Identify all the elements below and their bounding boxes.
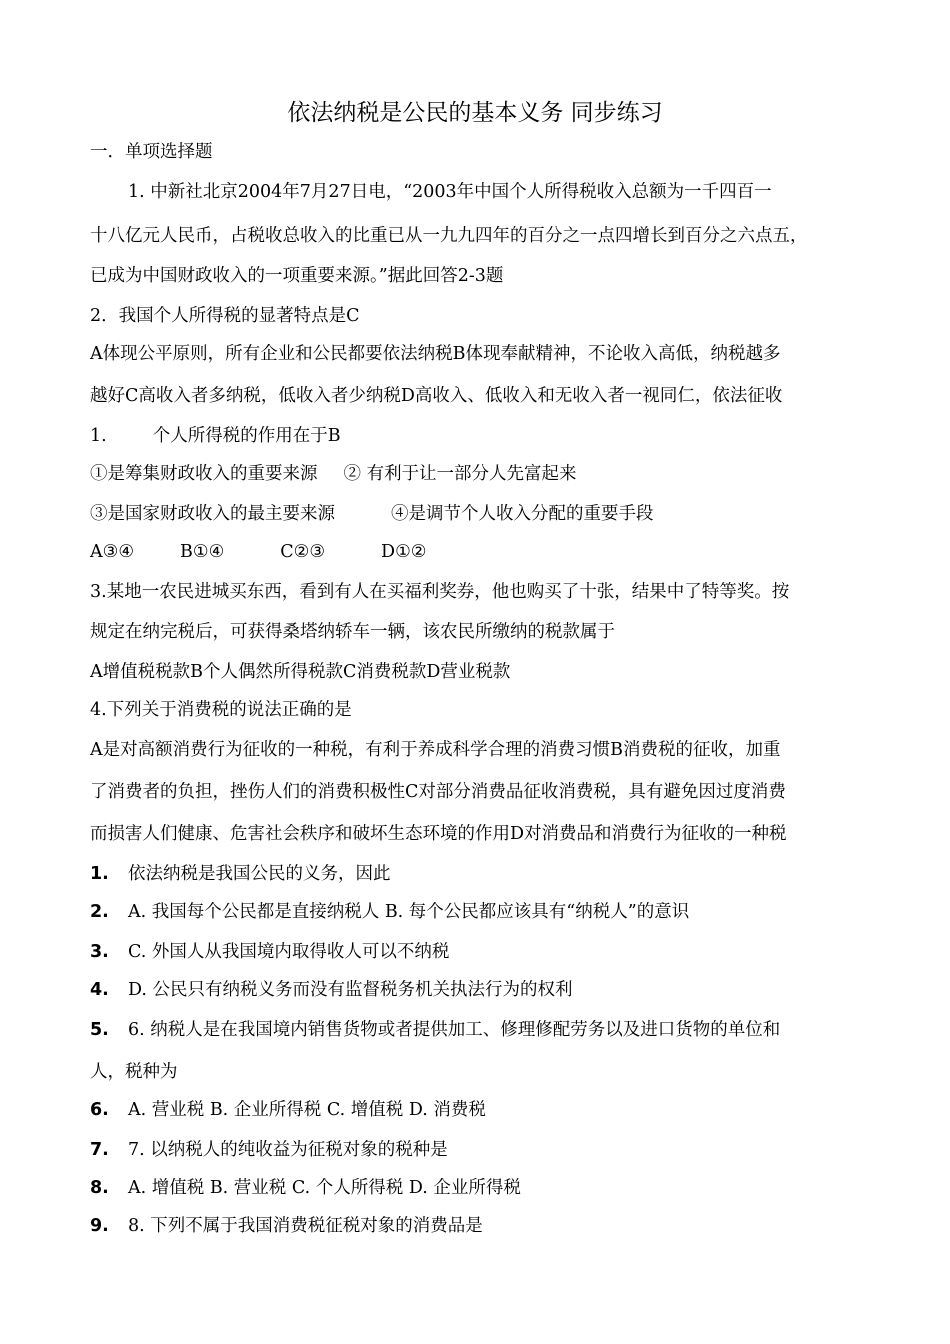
item-text: A. 我国每个公民都是直接纳税人 B. 每个公民都应该具有“纳税人”的意识 [128,902,690,922]
page-title: 依法纳税是公民的基本义务 同步练习 [287,100,663,126]
numbered-item [90,900,689,924]
statement-2: ② 有利于让一部分人先富起来 [343,464,577,484]
numbered-item [90,1214,483,1238]
item-number: 2. [90,902,109,922]
question-3-options: A增值税税款B个人偶然所得税款C消费税款D营业税款 [90,662,511,682]
option-c: C②③ [280,542,326,562]
numbered-item [90,1138,448,1162]
question-4-stem: 4.下列关于消费税的说法正确的是 [90,700,352,720]
question-4-options-line-3: 而损害人们健康、危害社会秩序和破坏生态环境的作用D对消费品和消费行为征收的一种税 [90,824,787,844]
question-stem-row [90,424,341,448]
section-heading: 一．单项选择题 [90,142,213,162]
question-2-stem: 2．我国个人所得税的显著特点是C [90,306,360,326]
question-1-line-3: 已成为中国财政收入的一项重要来源。”据此回答2-3题 [90,266,504,286]
option-d: D①② [381,542,427,562]
item-text: 6. 纳税人是在我国境内销售货物或者提供加工、修理修配劳务以及进口货物的单位和 [128,1020,781,1040]
statement-row-2 [90,502,654,526]
item-text: A. 增值税 B. 营业税 C. 个人所得税 D. 企业所得税 [128,1178,521,1198]
item-number: 4. [90,980,109,1000]
question-number: 1. [90,426,107,446]
numbered-item [90,978,573,1002]
answer-options-row [90,540,426,564]
item-number: 5. [90,1020,109,1040]
numbered-item [90,862,391,886]
numbered-item [90,1176,521,1200]
question-1-line-1: 1. 中新社北京2004年7月27日电，“2003年中国个人所得税收入总额为一千四百一 [128,182,772,202]
item-text: 8. 下列不属于我国消费税征税对象的消费品是 [128,1216,483,1236]
question-2-options-line-2: 越好C高收入者多纳税，低收入者少纳税D高收入、低收入和无收入者一视同仁，依法征收 [90,386,783,406]
item-number: 9. [90,1216,109,1236]
item-number: 7. [90,1140,109,1160]
question-3-line-1: 3.某地一农民进城买东西，看到有人在买福利奖券，他也购买了十张，结果中了特等奖。按 [90,582,790,602]
statement-4: ④是调节个人收入分配的重要手段 [391,504,654,524]
question-1-line-2: 十八亿元人民币，占税收总收入的比重已从一九九四年的百分之一点四增长到百分之六点五， [90,226,808,246]
numbered-item [90,1018,780,1042]
item-number: 3. [90,942,109,962]
statement-3: ③是国家财政收入的最主要来源 [90,504,335,524]
item-text: 人，税种为 [90,1062,178,1082]
item-text: A. 营业税 B. 企业所得税 C. 增值税 D. 消费税 [128,1100,486,1120]
item-text: 7. 以纳税人的纯收益为征税对象的税种是 [128,1140,448,1160]
continuation-line [90,1060,178,1084]
statement-row-1 [90,462,577,486]
item-number: 6. [90,1100,109,1120]
item-number: 1. [90,864,109,884]
numbered-item [90,1098,486,1122]
numbered-item [90,940,449,964]
question-4-options-line-1: A是对高额消费行为征收的一种税，有利于养成科学合理的消费习惯B消费税的征收，加重 [90,740,781,760]
item-text: D. 公民只有纳税义务而没有监督税务机关执法行为的权利 [128,980,573,1000]
item-text: 依法纳税是我国公民的义务，因此 [128,864,391,884]
option-b: B①④ [180,542,225,562]
statement-1: ①是筹集财政收入的重要来源 [90,464,318,484]
question-4-options-line-2: 了消费者的负担，挫伤人们的消费积极性C对部分消费品征收消费税，具有避免因过度消费 [90,782,786,802]
item-number: 8. [90,1178,109,1198]
question-stem-text: 个人所得税的作用在于B [152,426,341,446]
item-text: C. 外国人从我国境内取得收人可以不纳税 [128,942,450,962]
option-a: A③④ [90,542,135,562]
question-3-line-2: 规定在纳完税后，可获得桑塔纳轿车一辆，该农民所缴纳的税款属于 [90,622,615,642]
question-2-options-line-1: A体现公平原则，所有企业和公民都要依法纳税B体现奉献精神，不论收入高低，纳税越多 [90,344,781,364]
